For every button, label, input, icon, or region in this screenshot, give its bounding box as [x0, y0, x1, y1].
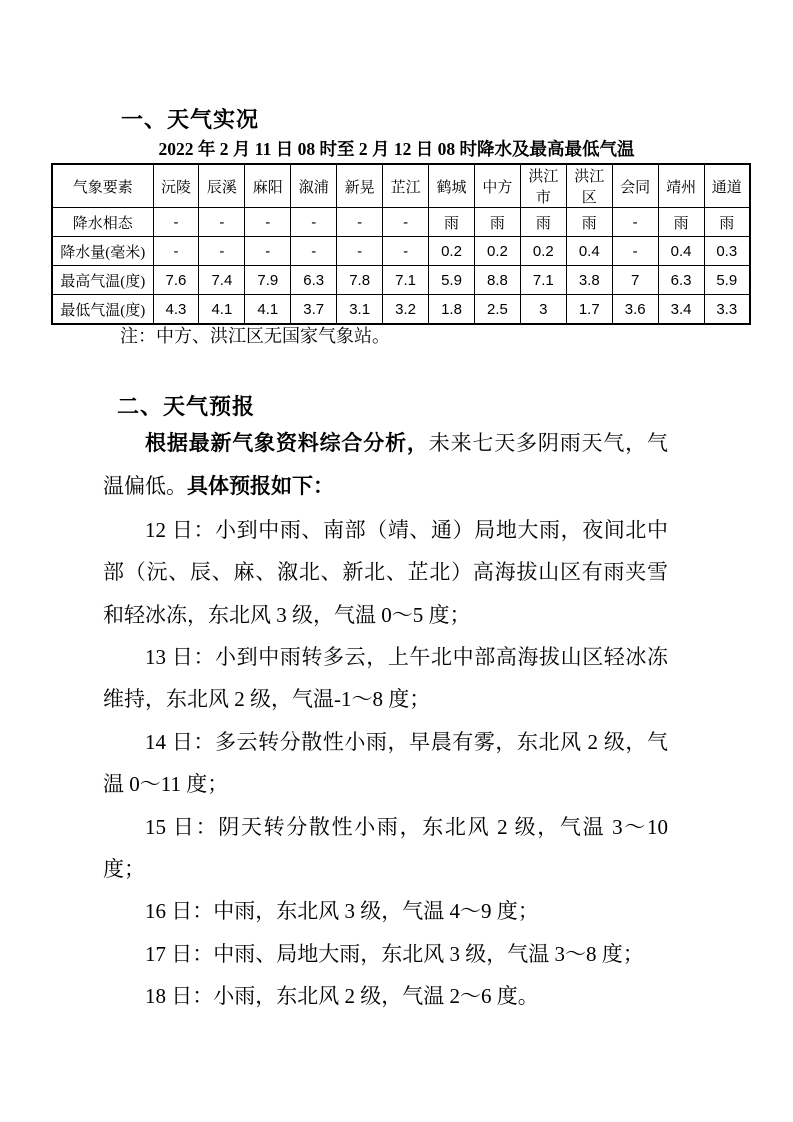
table-cell: 8.8 — [474, 266, 520, 295]
table-row-label: 最低气温(度) — [52, 295, 153, 325]
table-cell: 0.3 — [704, 237, 750, 266]
weather-table — [51, 163, 751, 325]
table-cell: - — [291, 237, 337, 266]
table-cell: 雨 — [520, 208, 566, 237]
forecast-day-15: 15 日：阴天转分散性小雨，东北风 2 级，气温 3～10 度； — [103, 814, 668, 882]
table-row-label: 降水相态 — [52, 208, 153, 237]
table-cell: 3.2 — [383, 295, 429, 325]
table-cell: 7.6 — [153, 266, 199, 295]
forecast-body — [103, 422, 668, 1018]
table-header-cell: 溆浦 — [291, 164, 337, 208]
table-header-cell: 鹤城 — [429, 164, 475, 208]
table-cell: 0.4 — [658, 237, 704, 266]
table-cell: 3.1 — [337, 295, 383, 325]
table-row — [52, 208, 750, 237]
forecast-intro — [103, 422, 668, 509]
forecast-day-14: 14 日：多云转分散性小雨，早晨有雾，东北风 2 级，气温 0～11 度； — [103, 729, 668, 797]
table-cell: 7 — [612, 266, 658, 295]
table-cell: - — [245, 237, 291, 266]
forecast-intro-bold-tail: 具体预报如下： — [187, 475, 334, 499]
table-cell: 4.3 — [153, 295, 199, 325]
table-header-cell: 洪江区 — [566, 164, 612, 208]
forecast-day-13: 13 日：小到中雨转多云，上午北中部高海拔山区轻冰冻维持，东北风 2 级，气温-1～8 度； — [103, 645, 668, 712]
table-header-cell: 通道 — [704, 164, 750, 208]
table-cell: 3.3 — [704, 295, 750, 325]
table-row — [52, 295, 750, 325]
table-cell: 4.1 — [199, 295, 245, 325]
forecast-day-17: 17 日：中雨、局地大雨，东北风 3 级，气温 3～8 度； — [145, 941, 644, 966]
table-row — [52, 266, 750, 295]
table-row-label: 最高气温(度) — [52, 266, 153, 295]
table-cell: 7.1 — [520, 266, 566, 295]
table-cell: - — [153, 237, 199, 266]
table-cell: 1.8 — [429, 295, 475, 325]
table-cell: 雨 — [566, 208, 612, 237]
table-cell: 6.3 — [291, 266, 337, 295]
table-cell: 4.1 — [245, 295, 291, 325]
table-cell: - — [153, 208, 199, 237]
section-2-heading: 二、天气预报 — [117, 394, 256, 419]
table-cell: - — [612, 208, 658, 237]
table-cell: - — [612, 237, 658, 266]
table-cell: 3 — [520, 295, 566, 325]
table-cell: 5.9 — [429, 266, 475, 295]
table-cell: - — [337, 208, 383, 237]
table-header-cell: 中方 — [474, 164, 520, 208]
table-cell: 5.9 — [704, 266, 750, 295]
table-cell: 3.8 — [566, 266, 612, 295]
table-cell: - — [383, 237, 429, 266]
table-cell: 3.7 — [291, 295, 337, 325]
table-row — [52, 237, 750, 266]
table-cell: 0.2 — [520, 237, 566, 266]
table-cell: - — [337, 237, 383, 266]
table-row-label: 降水量(毫米) — [52, 237, 153, 266]
forecast-day-12: 12 日：小到中雨、南部（靖、通）局地大雨，夜间北中部（沅、辰、麻、溆北、新北、芷北）高海拔山区有雨夹雪和轻冰冻，东北风 3 级，气温 0～5 度； — [103, 517, 668, 627]
table-header-cell: 辰溪 — [199, 164, 245, 208]
table-cell: 7.4 — [199, 266, 245, 295]
table-cell: 雨 — [429, 208, 475, 237]
table-header-row — [52, 164, 750, 208]
table-cell: - — [245, 208, 291, 237]
table-header-cell: 会同 — [612, 164, 658, 208]
table-header-cell: 洪江市 — [520, 164, 566, 208]
forecast-day-list — [103, 509, 668, 1018]
table-cell: 7.9 — [245, 266, 291, 295]
table-cell: - — [291, 208, 337, 237]
table-cell: 7.1 — [383, 266, 429, 295]
table-cell: 0.4 — [566, 237, 612, 266]
table-cell: 7.8 — [337, 266, 383, 295]
forecast-intro-normal: 未来七天多阴雨天气，气温偏低。 — [103, 431, 669, 499]
table-title: 2022 年 2 月 11 日 08 时至 2 月 12 日 08 时降水及最高最低气温 — [158, 139, 635, 159]
section-1-heading: 一、天气实况 — [121, 107, 260, 132]
table-header-cell: 芷江 — [383, 164, 429, 208]
table-cell: 3.6 — [612, 295, 658, 325]
table-cell: 0.2 — [474, 237, 520, 266]
table-cell: - — [199, 208, 245, 237]
table-cell: - — [199, 237, 245, 266]
table-header-cell: 新晃 — [337, 164, 383, 208]
table-corner-cell: 气象要素 — [52, 164, 153, 208]
table-cell: 雨 — [658, 208, 704, 237]
table-cell: 雨 — [474, 208, 520, 237]
table-cell: 雨 — [704, 208, 750, 237]
table-cell: 2.5 — [474, 295, 520, 325]
table-cell: 6.3 — [658, 266, 704, 295]
forecast-day-18: 18 日：小雨，东北风 2 级，气温 2～6 度。 — [145, 984, 539, 1009]
table-cell: 1.7 — [566, 295, 612, 325]
table-header-cell: 麻阳 — [245, 164, 291, 208]
forecast-day-16: 16 日：中雨，东北风 3 级，气温 4～9 度； — [145, 899, 539, 924]
table-note: 注：中方、洪江区无国家气象站。 — [120, 326, 390, 346]
table-header-cell: 靖州 — [658, 164, 704, 208]
table-cell: 0.2 — [429, 237, 475, 266]
forecast-intro-bold-lead: 根据最新气象资料综合分析， — [145, 432, 429, 455]
table-cell: 3.4 — [658, 295, 704, 325]
table-cell: - — [383, 208, 429, 237]
table-header-cell: 沅陵 — [153, 164, 199, 208]
